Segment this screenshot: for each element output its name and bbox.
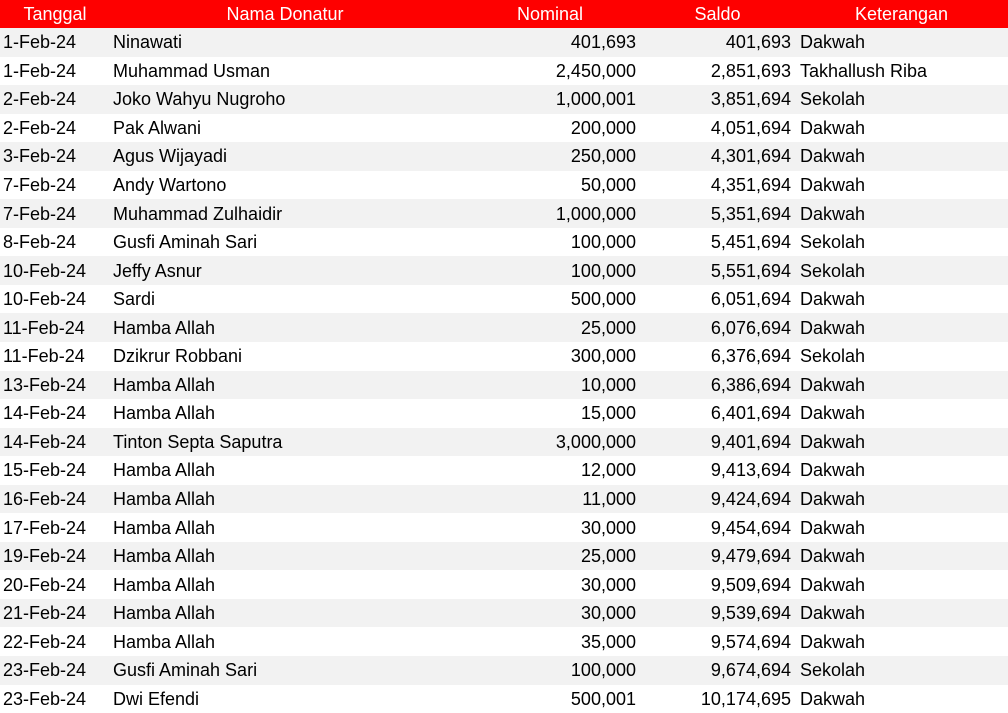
cell-keterangan: Dakwah (795, 199, 1008, 228)
table-row (0, 456, 1008, 485)
cell-keterangan: Dakwah (795, 428, 1008, 457)
cell-keterangan: Sekolah (795, 228, 1008, 257)
cell-keterangan: Dakwah (795, 114, 1008, 143)
table-row (0, 313, 1008, 342)
cell-tanggal: 17-Feb-24 (0, 513, 110, 542)
cell-nama-donatur: Pak Alwani (110, 114, 460, 143)
cell-saldo: 5,551,694 (640, 256, 795, 285)
cell-tanggal: 7-Feb-24 (0, 171, 110, 200)
cell-saldo: 9,454,694 (640, 513, 795, 542)
cell-keterangan: Dakwah (795, 599, 1008, 628)
table-row (0, 342, 1008, 371)
cell-nominal: 1,000,001 (460, 85, 640, 114)
cell-saldo: 4,301,694 (640, 142, 795, 171)
cell-saldo: 9,574,694 (640, 627, 795, 656)
cell-tanggal: 10-Feb-24 (0, 285, 110, 314)
cell-nama-donatur: Sardi (110, 285, 460, 314)
table-row (0, 171, 1008, 200)
cell-nama-donatur: Agus Wijayadi (110, 142, 460, 171)
cell-tanggal: 22-Feb-24 (0, 627, 110, 656)
cell-nominal: 500,001 (460, 685, 640, 713)
cell-nominal: 300,000 (460, 342, 640, 371)
cell-saldo: 3,851,694 (640, 85, 795, 114)
cell-saldo: 6,051,694 (640, 285, 795, 314)
cell-tanggal: 11-Feb-24 (0, 342, 110, 371)
cell-nama-donatur: Andy Wartono (110, 171, 460, 200)
cell-saldo: 4,051,694 (640, 114, 795, 143)
cell-nama-donatur: Hamba Allah (110, 599, 460, 628)
cell-nama-donatur: Muhammad Zulhaidir (110, 199, 460, 228)
cell-nominal: 11,000 (460, 485, 640, 514)
cell-nama-donatur: Hamba Allah (110, 371, 460, 400)
cell-nama-donatur: Hamba Allah (110, 513, 460, 542)
header-nominal: Nominal (460, 0, 640, 28)
cell-nominal: 100,000 (460, 256, 640, 285)
table-row (0, 599, 1008, 628)
cell-nama-donatur: Gusfi Aminah Sari (110, 228, 460, 257)
cell-saldo: 9,401,694 (640, 428, 795, 457)
cell-nominal: 25,000 (460, 542, 640, 571)
cell-keterangan: Dakwah (795, 513, 1008, 542)
cell-tanggal: 13-Feb-24 (0, 371, 110, 400)
cell-keterangan: Dakwah (795, 171, 1008, 200)
header-tanggal: Tanggal (0, 0, 110, 28)
cell-tanggal: 23-Feb-24 (0, 685, 110, 713)
cell-keterangan: Dakwah (795, 28, 1008, 57)
cell-tanggal: 2-Feb-24 (0, 85, 110, 114)
table-row (0, 570, 1008, 599)
cell-saldo: 9,479,694 (640, 542, 795, 571)
cell-nominal: 500,000 (460, 285, 640, 314)
table-row (0, 114, 1008, 143)
table-row (0, 228, 1008, 257)
table-row (0, 285, 1008, 314)
cell-saldo: 6,401,694 (640, 399, 795, 428)
table-row (0, 142, 1008, 171)
table-row (0, 428, 1008, 457)
cell-saldo: 2,851,693 (640, 57, 795, 86)
cell-tanggal: 23-Feb-24 (0, 656, 110, 685)
cell-nama-donatur: Hamba Allah (110, 456, 460, 485)
cell-keterangan: Dakwah (795, 685, 1008, 713)
cell-tanggal: 14-Feb-24 (0, 399, 110, 428)
table-row (0, 57, 1008, 86)
cell-nominal: 10,000 (460, 371, 640, 400)
cell-nama-donatur: Hamba Allah (110, 313, 460, 342)
cell-nominal: 2,450,000 (460, 57, 640, 86)
cell-saldo: 9,674,694 (640, 656, 795, 685)
cell-keterangan: Takhallush Riba (795, 57, 1008, 86)
header-nama-donatur: Nama Donatur (110, 0, 460, 28)
cell-tanggal: 8-Feb-24 (0, 228, 110, 257)
cell-nama-donatur: Muhammad Usman (110, 57, 460, 86)
header-row (0, 0, 1008, 28)
cell-nominal: 100,000 (460, 656, 640, 685)
cell-tanggal: 19-Feb-24 (0, 542, 110, 571)
cell-tanggal: 21-Feb-24 (0, 599, 110, 628)
cell-keterangan: Dakwah (795, 285, 1008, 314)
cell-keterangan: Dakwah (795, 570, 1008, 599)
cell-keterangan: Dakwah (795, 542, 1008, 571)
cell-saldo: 6,076,694 (640, 313, 795, 342)
table-row (0, 685, 1008, 713)
cell-keterangan: Dakwah (795, 313, 1008, 342)
cell-nominal: 3,000,000 (460, 428, 640, 457)
cell-nominal: 30,000 (460, 570, 640, 599)
cell-tanggal: 1-Feb-24 (0, 28, 110, 57)
cell-keterangan: Dakwah (795, 485, 1008, 514)
table-row (0, 371, 1008, 400)
cell-saldo: 9,424,694 (640, 485, 795, 514)
cell-nama-donatur: Hamba Allah (110, 570, 460, 599)
cell-nama-donatur: Hamba Allah (110, 485, 460, 514)
cell-keterangan: Dakwah (795, 142, 1008, 171)
cell-saldo: 5,351,694 (640, 199, 795, 228)
cell-keterangan: Sekolah (795, 656, 1008, 685)
table-row (0, 28, 1008, 57)
cell-saldo: 4,351,694 (640, 171, 795, 200)
cell-nominal: 401,693 (460, 28, 640, 57)
cell-nominal: 50,000 (460, 171, 640, 200)
cell-nominal: 100,000 (460, 228, 640, 257)
cell-nominal: 250,000 (460, 142, 640, 171)
cell-nama-donatur: Tinton Septa Saputra (110, 428, 460, 457)
table-row (0, 513, 1008, 542)
cell-nominal: 35,000 (460, 627, 640, 656)
table-row (0, 85, 1008, 114)
cell-keterangan: Dakwah (795, 399, 1008, 428)
cell-keterangan: Dakwah (795, 371, 1008, 400)
table-row (0, 399, 1008, 428)
cell-nama-donatur: Joko Wahyu Nugroho (110, 85, 460, 114)
cell-nama-donatur: Jeffy Asnur (110, 256, 460, 285)
cell-tanggal: 20-Feb-24 (0, 570, 110, 599)
cell-nominal: 12,000 (460, 456, 640, 485)
cell-nominal: 30,000 (460, 599, 640, 628)
cell-tanggal: 3-Feb-24 (0, 142, 110, 171)
cell-nama-donatur: Hamba Allah (110, 542, 460, 571)
header-saldo: Saldo (640, 0, 795, 28)
cell-tanggal: 15-Feb-24 (0, 456, 110, 485)
cell-saldo: 401,693 (640, 28, 795, 57)
cell-tanggal: 16-Feb-24 (0, 485, 110, 514)
cell-saldo: 5,451,694 (640, 228, 795, 257)
cell-saldo: 10,174,695 (640, 685, 795, 713)
table-row (0, 542, 1008, 571)
cell-tanggal: 14-Feb-24 (0, 428, 110, 457)
cell-nominal: 200,000 (460, 114, 640, 143)
cell-nama-donatur: Gusfi Aminah Sari (110, 656, 460, 685)
cell-keterangan: Dakwah (795, 456, 1008, 485)
cell-nama-donatur: Ninawati (110, 28, 460, 57)
table-row (0, 256, 1008, 285)
cell-keterangan: Sekolah (795, 342, 1008, 371)
cell-nominal: 30,000 (460, 513, 640, 542)
cell-saldo: 9,509,694 (640, 570, 795, 599)
cell-tanggal: 11-Feb-24 (0, 313, 110, 342)
cell-nominal: 1,000,000 (460, 199, 640, 228)
table-row (0, 199, 1008, 228)
cell-tanggal: 1-Feb-24 (0, 57, 110, 86)
table-row (0, 627, 1008, 656)
cell-saldo: 6,386,694 (640, 371, 795, 400)
cell-saldo: 6,376,694 (640, 342, 795, 371)
cell-nama-donatur: Hamba Allah (110, 627, 460, 656)
cell-saldo: 9,539,694 (640, 599, 795, 628)
table-row (0, 656, 1008, 685)
cell-keterangan: Sekolah (795, 85, 1008, 114)
cell-nominal: 25,000 (460, 313, 640, 342)
cell-nama-donatur: Dwi Efendi (110, 685, 460, 713)
cell-tanggal: 2-Feb-24 (0, 114, 110, 143)
cell-keterangan: Dakwah (795, 627, 1008, 656)
table-row (0, 485, 1008, 514)
cell-nama-donatur: Hamba Allah (110, 399, 460, 428)
cell-nama-donatur: Dzikrur Robbani (110, 342, 460, 371)
cell-saldo: 9,413,694 (640, 456, 795, 485)
cell-tanggal: 7-Feb-24 (0, 199, 110, 228)
cell-keterangan: Sekolah (795, 256, 1008, 285)
cell-nominal: 15,000 (460, 399, 640, 428)
cell-tanggal: 10-Feb-24 (0, 256, 110, 285)
header-keterangan: Keterangan (795, 0, 1008, 28)
